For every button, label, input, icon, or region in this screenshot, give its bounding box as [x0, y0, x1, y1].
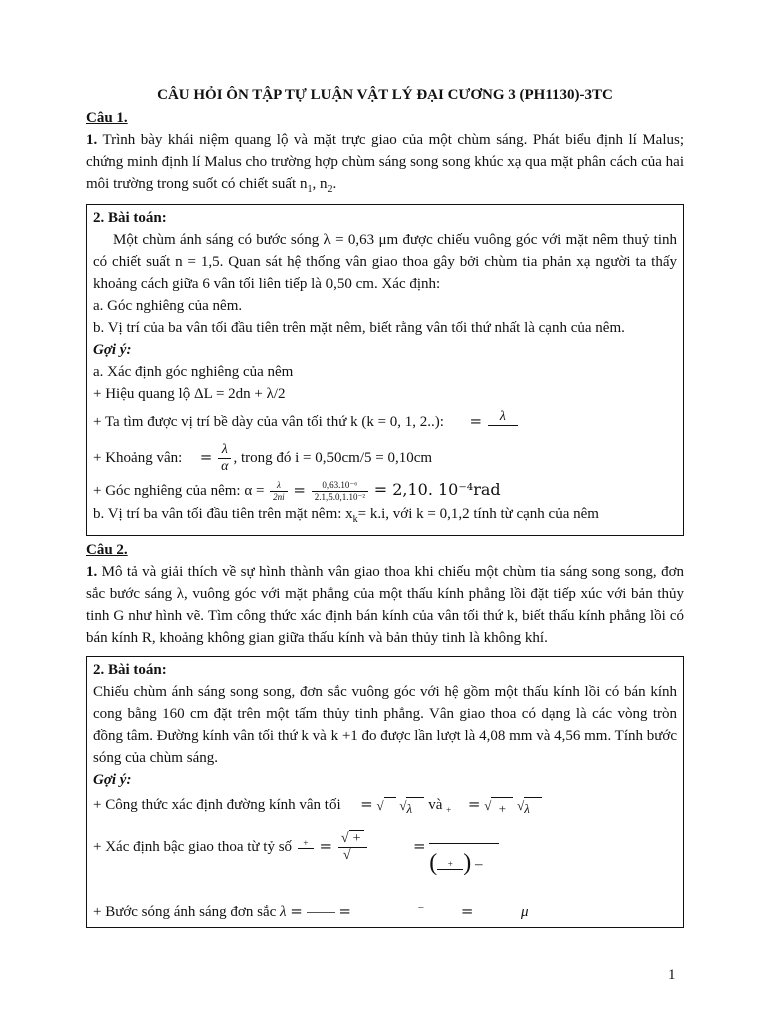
- q2-hint-heading: Gợi ý:: [93, 772, 132, 789]
- q1-hint-5-f2-den: 2.1,5.0,1.10⁻²: [314, 492, 365, 503]
- q1-sub-1: 1: [307, 184, 313, 195]
- q2-lambda-3: λ: [280, 904, 287, 921]
- q1-hint-path-difference: + Hiệu quang lộ ΔL = 2dn + λ/2: [93, 386, 286, 402]
- q1-hint-3-numerator: λ: [488, 409, 518, 426]
- q2-lambda-2: λ: [524, 800, 530, 816]
- q1-end: .: [332, 176, 337, 192]
- q1-hint-6-post: = k.i, với k = 0,1,2 tính từ cạnh của nêm: [357, 506, 599, 523]
- q1-hint-a: a. Xác định góc nghiêng của nêm: [93, 364, 294, 380]
- q1-sub-2: 2: [327, 184, 333, 195]
- question-1-heading: Câu 1.: [86, 110, 128, 126]
- q1-hint-4-fraction: [218, 442, 231, 475]
- page-number: 1: [668, 967, 676, 983]
- q1-hint-4-numerator: λ: [218, 442, 231, 459]
- q2-part1-number: 1.: [86, 564, 98, 581]
- question-2-heading: Câu 2.: [86, 542, 128, 559]
- q1-part1-number: 1.: [86, 132, 98, 148]
- q1-hint-5-text: + Góc nghiêng của nêm: α =: [93, 483, 265, 499]
- question-2-theory: [86, 561, 684, 649]
- q1-hint-fringe-spacing: + Khoảng vân: = $\frac{\lambda}{\alpha}$ , trong đó i = 0,50cm/5 = 0,10cm: [93, 442, 433, 474]
- document-title: CÂU HỎI ÔN TẬP TỰ LUẬN VẬT LÝ ĐẠI CƯƠNG 3 (PH1130)-3TC: [157, 87, 613, 103]
- q1-problem-a: a. Góc nghiêng của nêm.: [93, 298, 243, 314]
- q2-problem-heading: 2. Bài toán:: [93, 662, 167, 679]
- q1-part1-text: Trình bày khái niệm quang lộ và mặt trực giao của một chùm sáng. Phát biểu định lí Malus; chứng minh định lí Malus cho trường hợp chùm sáng song song khúc xạ qua mặt phân cách của hai môi trường trong suốt có chiết suất n: [86, 132, 684, 192]
- q2-hint-3-text: + Bước sóng ánh sáng đơn sắc: [93, 904, 277, 921]
- q1-hint-5-fraction-2: [312, 480, 368, 503]
- q1-hint-5-fraction-1: [270, 480, 288, 503]
- q1-problem-b: b. Vị trí của ba vân tối đầu tiên trên mặt nêm, biết rằng vân tối thứ nhất là cạnh của nêm.: [93, 320, 625, 336]
- q1-problem-heading: 2. Bài toán:: [93, 210, 167, 226]
- q2-hint-1-sqrt-c: √ +: [484, 795, 513, 817]
- document-page: [86, 84, 684, 931]
- q2-hint-diameter-formula: + Công thức xác định đường kính vân tối = √ √λ và + = √ + √λ: [93, 793, 677, 821]
- q2-hint-1-sqrt-a: √: [376, 795, 395, 817]
- q2-hint-2-result-fraction: ( + ) –: [429, 841, 499, 881]
- q1-problem-text: Một chùm ánh sáng có bước sóng λ = 0,63 μm được chiếu vuông góc với mặt nêm thuỷ tinh có chiết suất n = 1,5. Quan sát hệ thống vân giao thoa gây bởi chùm tia phản xạ người ta thấy khoảng cách giữa 6 vân tối liên tiếp là 0,50 cm. Xác định:: [93, 232, 677, 292]
- q1-hint-5-result: = 2,10. 10⁻⁴rad: [373, 480, 501, 499]
- q1-hint-dark-fringe-thickness: + Ta tìm được vị trí bề dày của vân tối thứ k (k = 0, 1, 2..): = λ: [93, 409, 677, 436]
- q1-mid: , n: [312, 176, 328, 192]
- q1-hint-5-f1-num: λ: [270, 480, 288, 492]
- q1-hint-4-text: + Khoảng vân:: [93, 449, 183, 466]
- question-2-problem-box: [86, 656, 684, 928]
- q1-hint-3-fraction: [488, 409, 518, 436]
- question-1-theory: [86, 129, 684, 201]
- q2-hint-2-text: + Xác định bậc giao thoa từ tỷ số: [93, 839, 293, 855]
- q1-hint-6-text: b. Vị trí ba vân tối đầu tiên trên mặt nêm: x: [93, 506, 353, 523]
- q2-hint-1-text: + Công thức xác định đường kính vân tối: [93, 797, 341, 814]
- q2-hint-2-sqrt-ratio: $\frac{√ +}{√}$: [338, 831, 368, 864]
- q2-hint-1-sqrt-b: √λ: [399, 795, 424, 817]
- q1-hint-5-f1-den: 2ni: [273, 492, 285, 503]
- q1-hint-3-text: + Ta tìm được vị trí bề dày của vân tối thứ k (k = 0, 1, 2..):: [93, 413, 444, 430]
- question-1-problem-box: [86, 204, 684, 536]
- q2-part1-text: Mô tả và giải thích về sự hình thành vân giao thoa khi chiếu một chùm tia sáng song song, đơn sắc bước sáng λ, vuông góc với mặt phẳng của một thấu kính phẳng lồi đặt tiếp xúc với bản thủy tinh G như hình vẽ. Tìm công thức xác định bán kính của vân tối thứ k, biết thấu kính phẳng lồi có bán kính R, khoảng không gian giữa thấu kính và bản thủy tinh là không khí.: [86, 564, 684, 647]
- q1-hint-6-sub: k: [352, 514, 358, 526]
- q2-lambda-1: λ: [406, 800, 413, 816]
- q2-hint-2-ratio: +: [298, 838, 314, 857]
- q1-hint-wedge-angle: + Góc nghiêng của nêm: α = $\frac{\lambda}{2ni}$ = $\frac{\text{0,63.10⁻⁶}}{\text{2.1,5.0,1.10⁻²}}$ = 2,10. 10⁻⁴rad: [93, 480, 501, 503]
- q1-hint-4-denominator: α: [221, 459, 229, 474]
- q2-hint-1-and: và: [428, 797, 443, 814]
- q2-hint-order-ratio: + Xác định bậc giao thoa từ tỷ số + = $\frac{√ +}{√}$ = ( + ) –: [93, 831, 677, 881]
- q2-mu: μ: [521, 904, 529, 921]
- q2-hint-1-sqrt-d: √λ: [517, 795, 542, 817]
- q1-hint-b: [93, 503, 677, 531]
- q1-hint-4-post: , trong đó i = 0,50cm/5 = 0,10cm: [233, 449, 433, 466]
- q2-hint-wavelength: + Bước sóng ánh sáng đơn sắc λ = = – = μ: [93, 902, 529, 921]
- q2-problem-text: Chiếu chùm ánh sáng song song, đơn sắc vuông góc với hệ gồm một thấu kính lồi có bán kính cong bằng 160 cm đặt trên một tấm thủy tinh phẳng. Vân giao thoa có dạng là các vòng tròn đồng tâm. Đường kính vân tối thứ k và k +1 đo được lần lượt là 4,08 mm và 4,56 mm. Tính bước sóng của chùm sáng.: [93, 684, 677, 767]
- q1-hint-5-f2-num: 0,63.10⁻⁶: [312, 480, 368, 492]
- q1-hint-heading: Gợi ý:: [93, 342, 132, 358]
